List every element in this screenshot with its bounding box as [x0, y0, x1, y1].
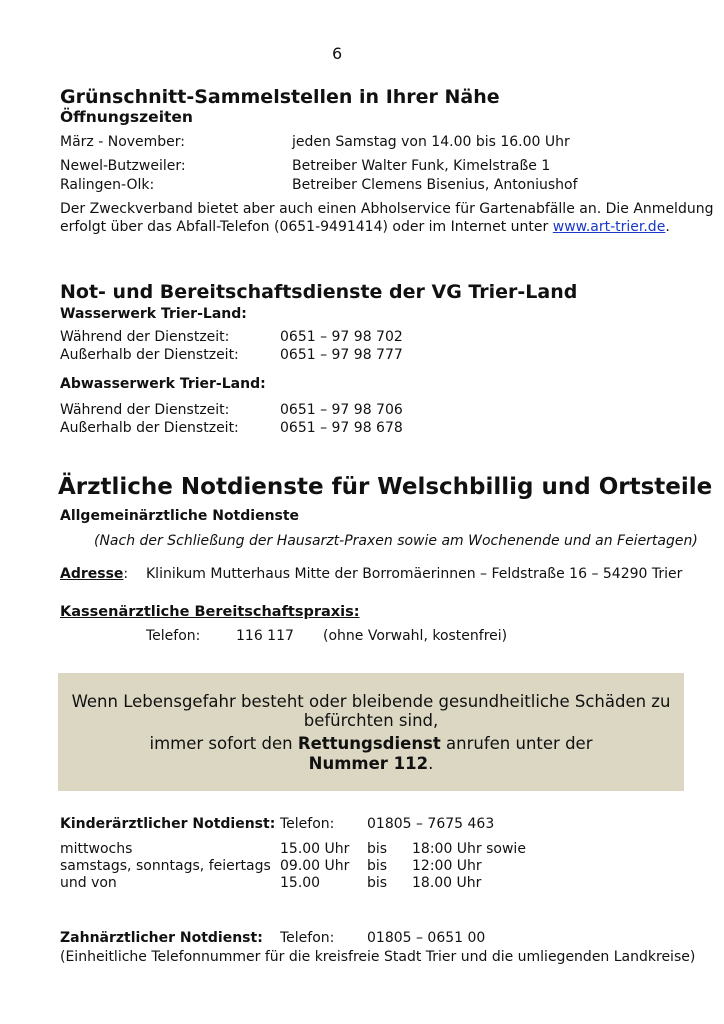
- row-label: Außerhalb der Dienstzeit:: [60, 420, 239, 436]
- schedule-from: 15.00: [280, 875, 321, 891]
- phone-number: 01805 – 0651 00: [367, 930, 486, 946]
- schedule-bis: bis: [367, 858, 388, 874]
- schedule-day: mittwochs: [60, 841, 133, 857]
- notice-text: anrufen unter der: [440, 734, 593, 753]
- address-colon: :: [123, 566, 129, 582]
- notice-line: [58, 754, 684, 774]
- emergency-notice-box: [58, 673, 684, 791]
- schedule-day: samstags, sonntags, feiertags: [60, 858, 271, 874]
- schedule-day: und von: [60, 875, 117, 891]
- heading-abwasserwerk: Abwasserwerk Trier-Land:: [60, 376, 266, 392]
- heading-zahnaerztlich: Zahnärztlicher Notdienst:: [60, 930, 263, 946]
- schedule-to: 18:00 Uhr sowie: [412, 841, 526, 857]
- phone-label: Telefon:: [146, 628, 201, 644]
- section-title-aerztliche-notdienste: Ärztliche Notdienste für Welschbillig und Ortsteile: [58, 474, 713, 500]
- schedule-from: 09.00 Uhr: [280, 858, 350, 874]
- notice-line: befürchten sind,: [303, 711, 439, 730]
- website-link[interactable]: www.art-trier.de: [552, 219, 666, 235]
- heading-wasserwerk: Wasserwerk Trier-Land:: [60, 306, 247, 322]
- paragraph-line: Der Zweckverband bietet aber auch einen Abholservice für Gartenabfälle an. Die Anmeldung: [60, 201, 714, 217]
- row-label: Newel-Butzweiler:: [60, 158, 186, 174]
- schedule-bis: bis: [367, 875, 388, 891]
- schedule-from: 15.00 Uhr: [280, 841, 350, 857]
- phone-number: 116 117: [236, 628, 294, 644]
- row-label: Außerhalb der Dienstzeit:: [60, 347, 239, 363]
- address-label: Adresse: [60, 566, 124, 582]
- note-text: (Nach der Schließung der Hausarzt-Praxen sowie am Wochenende und an Feiertagen): [94, 533, 698, 549]
- schedule-bis: bis: [367, 841, 388, 857]
- heading-kassenaerztlich: Kassenärztliche Bereitschaftspraxis:: [60, 604, 360, 620]
- phone-label: Telefon:: [280, 816, 335, 832]
- row-value: jeden Samstag von 14.00 bis 16.00 Uhr: [292, 134, 570, 150]
- notice-text: .: [428, 754, 434, 773]
- notice-emphasis: Rettungsdienst: [297, 734, 441, 753]
- row-label: Während der Dienstzeit:: [60, 329, 230, 345]
- heading-kinderaerztlich: Kinderärztlicher Notdienst:: [60, 816, 276, 832]
- phone-number: 0651 – 97 98 706: [280, 402, 403, 418]
- section-title-notdienste: Not- und Bereitschaftsdienste der VG Trier-Land: [60, 281, 578, 303]
- phone-number: 0651 – 97 98 678: [280, 420, 403, 436]
- row-label: März - November:: [60, 134, 186, 150]
- notice-emphasis: Nummer 112: [308, 754, 429, 773]
- paragraph-text: .: [665, 219, 670, 235]
- phone-note: (ohne Vorwahl, kostenfrei): [323, 628, 508, 644]
- row-value: Betreiber Walter Funk, Kimelstraße 1: [292, 158, 551, 174]
- phone-number: 01805 – 7675 463: [367, 816, 495, 832]
- note-text: (Einheitliche Telefonnummer für die kreisfreie Stadt Trier und die umliegenden Landkreise): [60, 949, 696, 965]
- paragraph-text: erfolgt über das Abfall-Telefon (0651-9491414) oder im Internet unter: [60, 219, 553, 235]
- section-subtitle-oeffnungszeiten: Öffnungszeiten: [60, 108, 193, 126]
- address-line: [60, 566, 128, 583]
- phone-number: 0651 – 97 98 777: [280, 347, 403, 363]
- row-label: Ralingen-Olk:: [60, 177, 155, 193]
- row-label: Während der Dienstzeit:: [60, 402, 230, 418]
- notice-line: [58, 734, 684, 754]
- row-value: Betreiber Clemens Bisenius, Antoniushof: [292, 177, 578, 193]
- address-value: Klinikum Mutterhaus Mitte der Borromäerinnen – Feldstraße 16 – 54290 Trier: [146, 566, 683, 582]
- subheading-allgemeinaerztlich: Allgemeinärztliche Notdienste: [60, 508, 300, 524]
- section-title-gruenschnitt: Grünschnitt-Sammelstellen in Ihrer Nähe: [60, 86, 500, 108]
- phone-label: Telefon:: [280, 930, 335, 946]
- phone-number: 0651 – 97 98 702: [280, 329, 403, 345]
- paragraph-line: [60, 219, 670, 236]
- notice-text: immer sofort den: [149, 734, 298, 753]
- page-number: 6: [332, 44, 343, 63]
- schedule-to: 18.00 Uhr: [412, 875, 482, 891]
- notice-line: Wenn Lebensgefahr besteht oder bleibende gesundheitliche Schäden zu: [71, 692, 671, 711]
- schedule-to: 12:00 Uhr: [412, 858, 482, 874]
